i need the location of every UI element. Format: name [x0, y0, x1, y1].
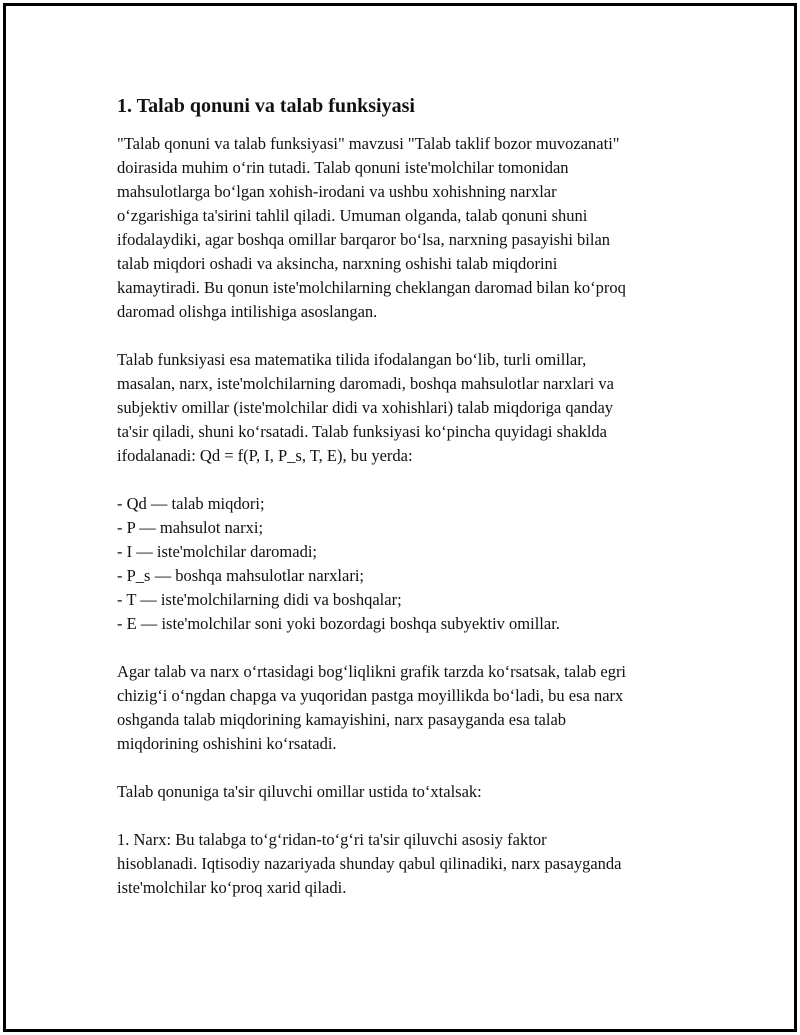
list-item: - P_s — boshqa mahsulotlar narxlari; [117, 566, 365, 585]
document-page [117, 92, 697, 924]
graph-paragraph: Agar talab va narx o‘rtasidagi bog‘liqlikni grafik tarzda ko‘rsatsak, talab egri chizig‘i o‘ngdan chapga va yuqoridan pastga moyillikda bo‘ladi, bu esa narx oshganda talab miqdorining kamayishini, narx pasayganda esa talab miqdorining oshishini ko‘rsatadi. [117, 662, 627, 753]
section-title: 1. Talab qonuni va talab funksiyasi [117, 95, 415, 117]
list-item: - T — iste'molchilarning didi va boshqalar; [117, 590, 402, 609]
intro-paragraph: "Talab qonuni va talab funksiyasi" mavzusi "Talab taklif bozor muvozanati" doirasida muhim o‘rin tutadi. Talab qonuni iste'molchilar tomonidan mahsulotlarga bo‘lgan xohish-irodani va ushbu xohishning narxlar o‘zgarishiga ta'sirini tahlil qiladi. Umuman olganda, talab qonuni shuni ifodalaydiki, agar boshqa omillar barqaror bo‘lsa, narxning pasayishi bilan talab miqdori oshadi va aksincha, narxning oshishi talab miqdorini kamaytiradi. Bu qonun iste'molchilarning cheklangan daromad bilan ko‘proq daromad olishga intilishiga asoslangan. [117, 134, 626, 321]
factors-intro-paragraph: Talab qonuniga ta'sir qiluvchi omillar ustida to‘xtalsak: [117, 782, 482, 801]
list-item: - Qd — talab miqdori; [117, 494, 265, 513]
list-item: - E — iste'molchilar soni yoki bozordagi boshqa subyektiv omillar. [117, 614, 560, 633]
price-factor-paragraph: 1. Narx: Bu talabga to‘g‘ridan-to‘g‘ri ta'sir qiluvchi asosiy faktor hisoblanadi. Iqtisodiy nazariyada shunday qabul qilinadiki, narx pasayganda iste'molchilar ko‘proq xarid qiladi. [117, 830, 622, 897]
list-item: - P — mahsulot narxi; [117, 518, 264, 537]
list-item: - I — iste'molchilar daromadi; [117, 542, 317, 561]
variable-list [117, 492, 697, 636]
function-paragraph: Talab funksiyasi esa matematika tilida ifodalangan bo‘lib, turli omillar, masalan, narx, iste'molchilarning daromadi, boshqa mahsulotlar narxlari va subjektiv omillar (iste'molchilar didi va xohishlari) talab miqdoriga qanday ta'sir qiladi, shuni ko‘rsatadi. Talab funksiyasi ko‘pincha quyidagi shaklda ifodalanadi: Qd = f(P, I, P_s, T, E), bu yerda: [117, 350, 614, 465]
